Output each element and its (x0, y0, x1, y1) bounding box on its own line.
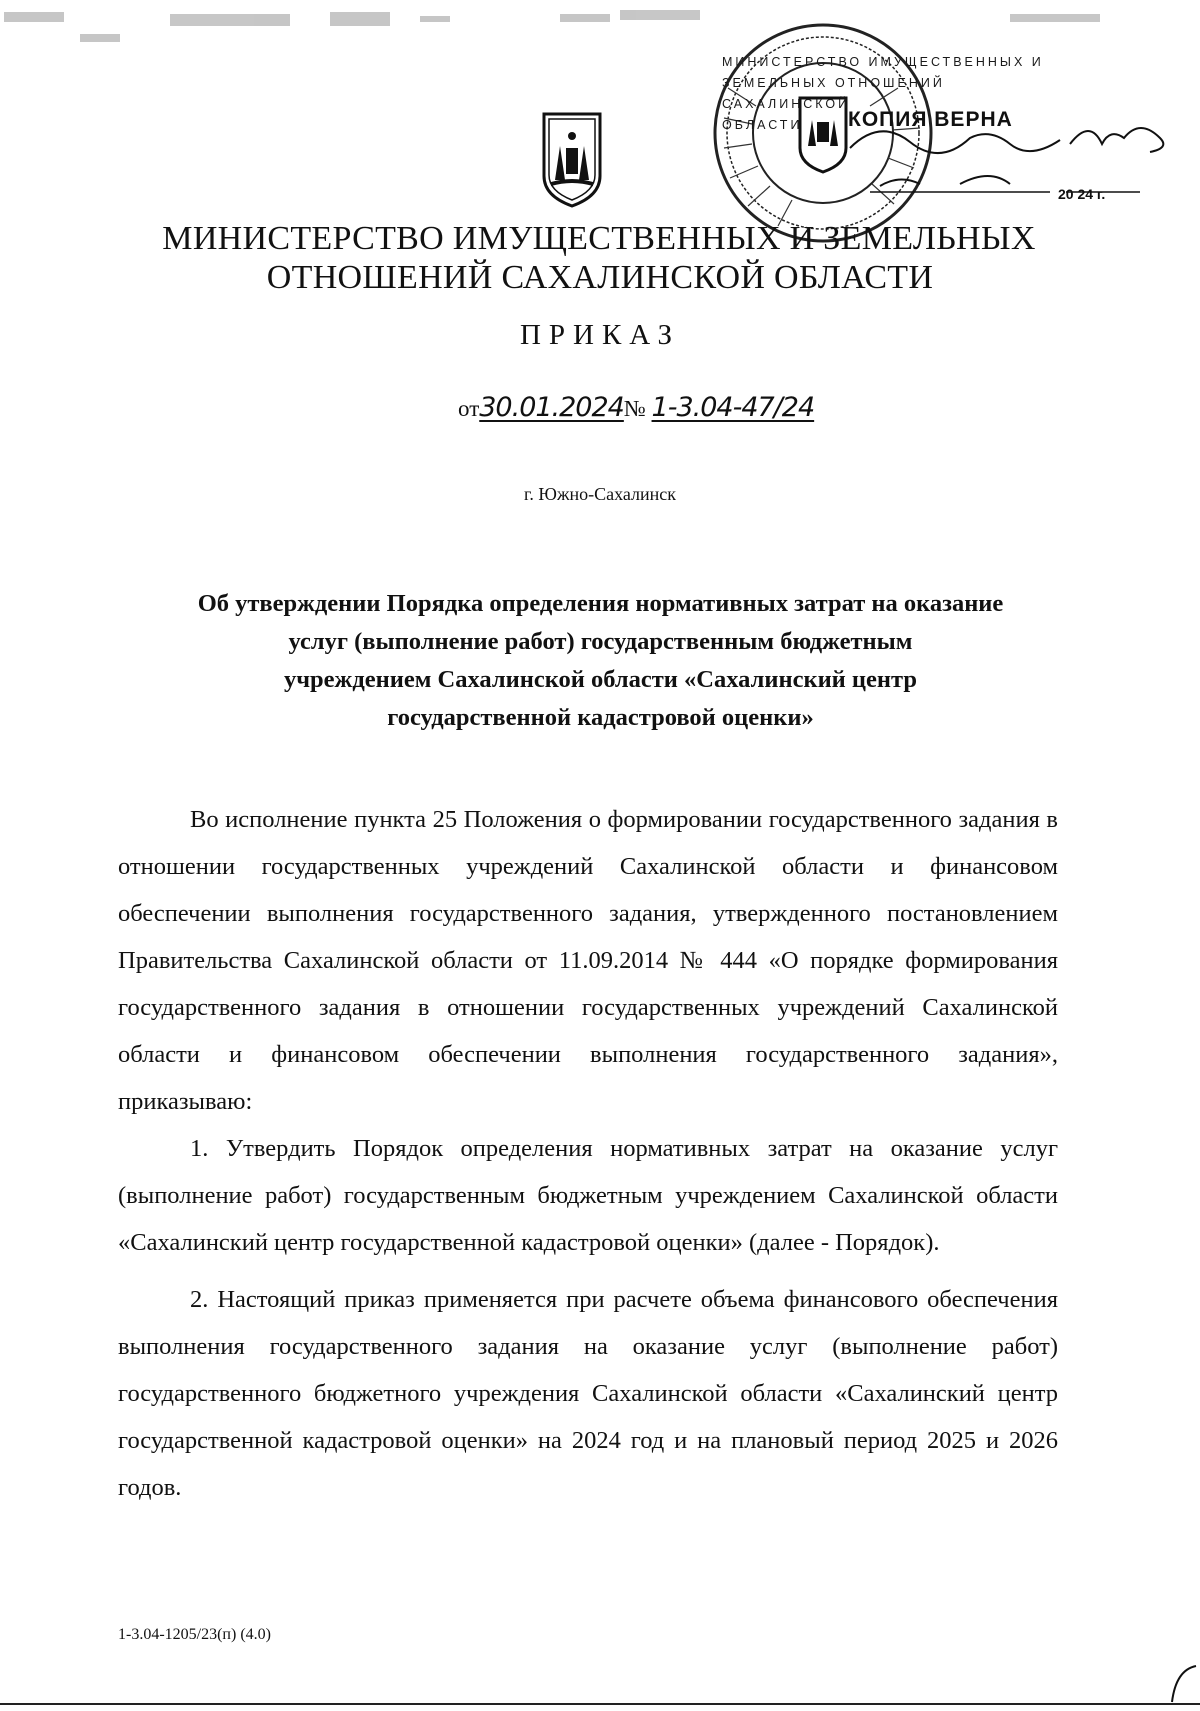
document-footer-code: 1-3.04-1205/23(п) (4.0) (118, 1626, 271, 1643)
stamp-header-line-1: МИНИСТЕРСТВО ИМУЩЕСТВЕННЫХ И (722, 55, 1044, 69)
number-prefix: № (623, 396, 646, 421)
ministry-title (100, 219, 1100, 297)
order-subject-line-4: государственной кадастровой оценки» (387, 704, 814, 731)
ministry-title-line-1: МИНИСТЕРСТВО ИМУЩЕСТВЕННЫХ И ЗЕМЕЛЬНЫХ (162, 220, 1036, 257)
order-subject-line-2: услуг (выполнение работ) государственным бюджетным (288, 628, 913, 655)
order-subject-line-3: учреждением Сахалинской области «Сахалинский центр (283, 666, 917, 693)
stamp-header-line-3: ОБЛАСТИ (722, 118, 803, 132)
copy-certified-label: КОПИЯ ВЕРНА (848, 108, 1013, 131)
order-date-handwritten: 30.01.2024 (479, 392, 624, 423)
order-subject (118, 585, 1083, 737)
date-prefix: от (458, 396, 480, 421)
scan-edge-line (0, 1698, 1200, 1711)
scan-noise-decoration (0, 4, 1200, 54)
body-paragraph-preamble: Во исполнение пункта 25 Положения о формировании государственного задания в отношении государственных учреждений Сахалинской области и финансовом обеспечении выполнения государственного задания, утвержденного постановлением Правительства Сахалинской области от 11.09.2014 № 444 «О порядке формирования государственного задания в отношении государственных учреждений Сахалинской области и финансовом обеспечении выполнения государственного задания», приказываю: (118, 806, 1058, 1115)
body-paragraph-item-1: 1. Утвердить Порядок определения нормативных затрат на оказание услуг (выполнение работ) государственным бюджетным учреждением Сахалинской области «Сахалинский центр государственной кадастровой оценки» (далее - Порядок). (118, 1135, 1058, 1256)
order-body (118, 796, 1058, 1511)
body-paragraph-item-2: 2. Настоящий приказ применяется при расчете объема финансового обеспечения выполнения государственного задания на оказание услуг (выполнение работ) государственного бюджетного учреждения Сахалинской области «Сахалинский центр государственной кадастровой оценки» на 2024 год и на плановый период 2025 и 2026 годов. (118, 1286, 1058, 1501)
order-subject-line-1: Об утверждении Порядка определения нормативных затрат на оказание (197, 590, 1004, 617)
coat-of-arms-icon (541, 110, 603, 208)
handwritten-signature (840, 108, 1180, 208)
copy-year: 20 24 г. (1058, 186, 1106, 202)
city-name: г. Южно-Сахалинск (523, 484, 677, 504)
ministry-title-line-2: ОТНОШЕНИЙ САХАЛИНСКОЙ ОБЛАСТИ (266, 259, 934, 296)
order-number-handwritten: 1-3.04-47/24 (651, 392, 815, 423)
order-title: ПРИКАЗ (519, 319, 681, 351)
stamp-header-line-2: ЗЕМЕЛЬНЫХ ОТНОШЕНИЙ САХАЛИНСКОЙ (722, 76, 945, 111)
order-date-number-line (458, 392, 814, 423)
